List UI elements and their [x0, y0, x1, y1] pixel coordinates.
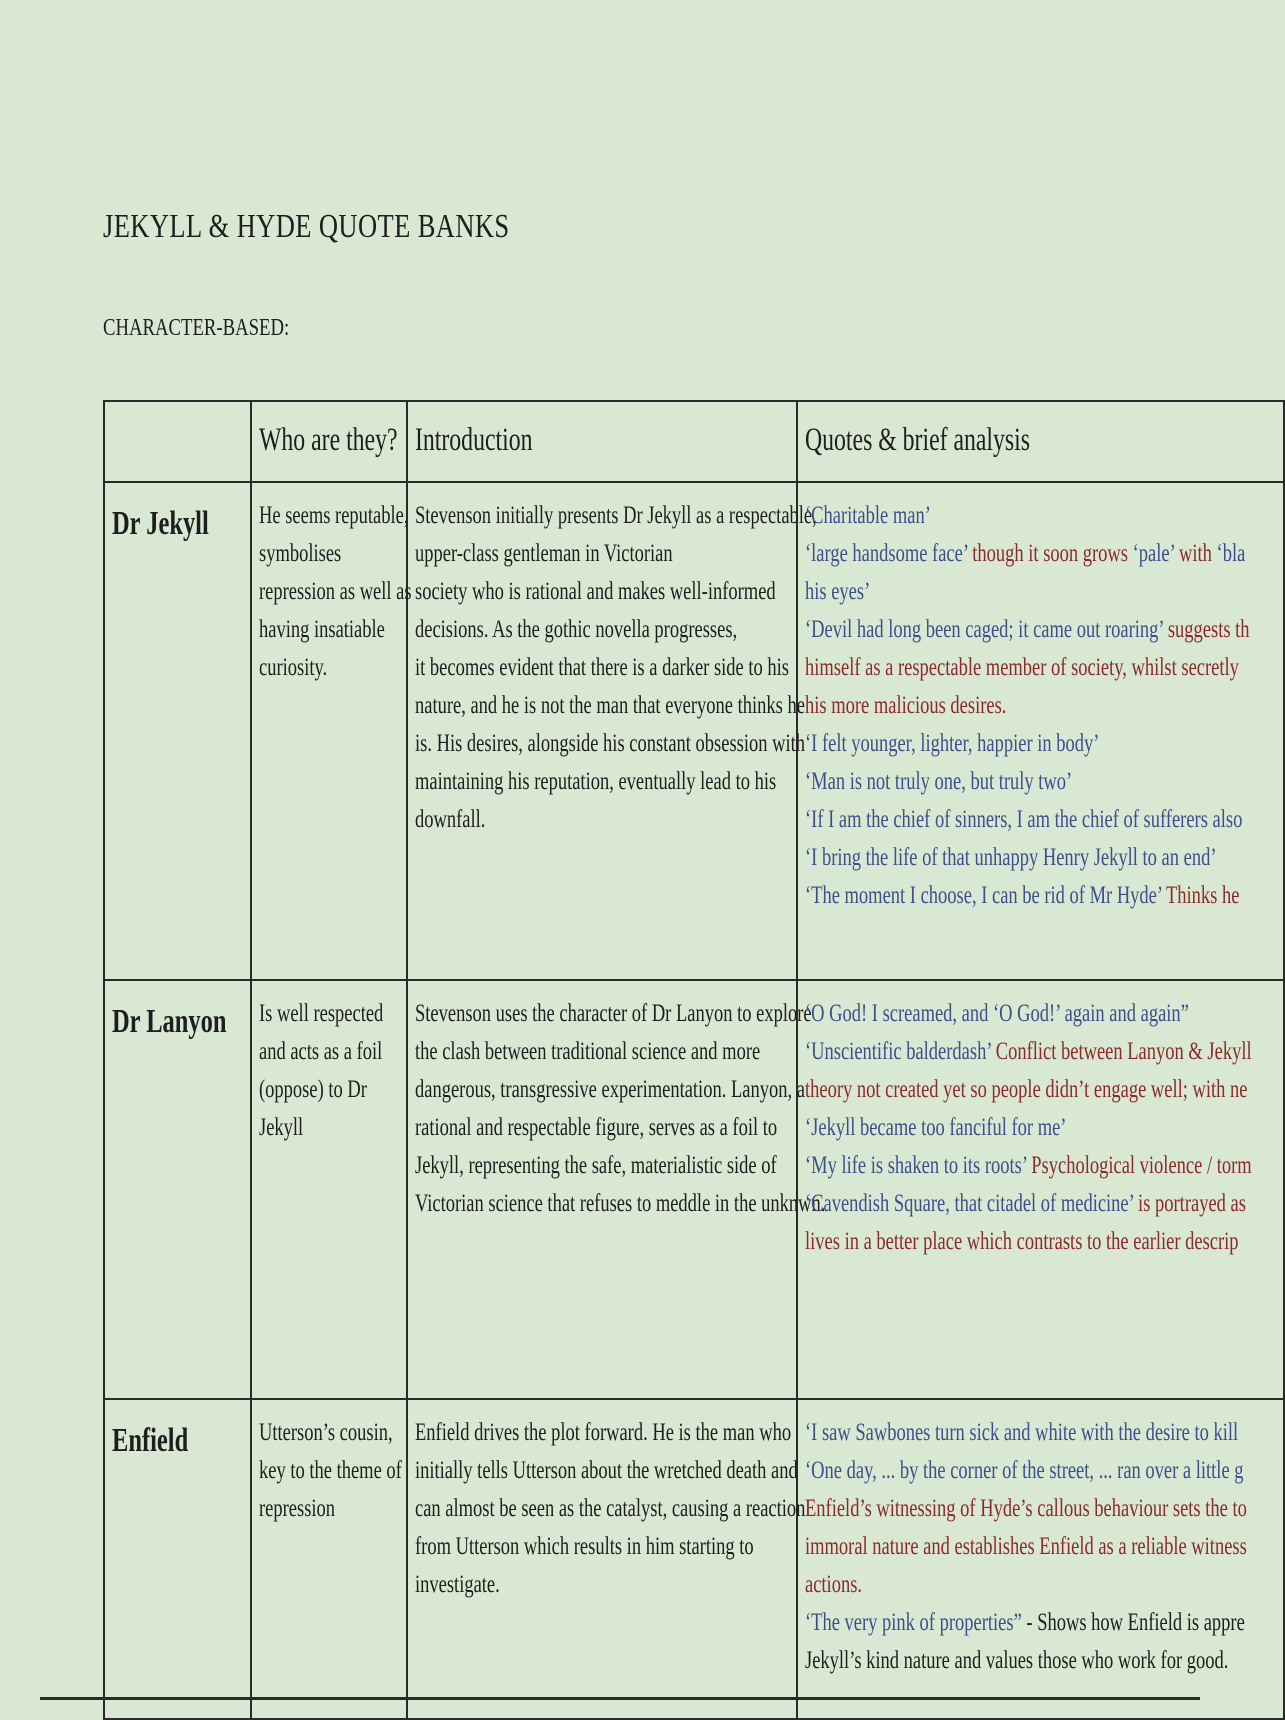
analysis-text: theory not created yet so people didn’t engage well; with ne: [805, 1076, 1248, 1103]
introduction-text-line: is. His desires, alongside his constant obsession with: [415, 730, 806, 757]
quote-line: [805, 877, 1240, 915]
quote-line: [805, 1528, 1247, 1566]
header-name-column: [104, 401, 251, 482]
analysis-text: his more malicious desires.: [805, 692, 1007, 719]
quote-text: ‘I felt younger, lighter, happier in body’: [805, 730, 1100, 757]
table-row: [104, 482, 1284, 980]
document-title: JEKYLL & HYDE QUOTE BANKS: [103, 208, 510, 245]
who-text-line: Is well respected: [259, 1000, 384, 1027]
quote-text: ‘Unscientific balderdash’: [805, 1038, 992, 1065]
introduction-text-line: society who is rational and makes well-informed: [415, 578, 776, 605]
introduction-text-line: rational and respectable figure, serves as a foil to: [415, 1114, 778, 1141]
quote-text: ‘The very pink of properties”: [805, 1609, 1022, 1636]
quote-line: [805, 497, 1154, 535]
analysis-text: immoral nature and establishes Enfield as a reliable witness: [805, 1533, 1247, 1560]
quote-line: [805, 1452, 1244, 1490]
introduction-text-line: investigate.: [415, 1571, 500, 1598]
header-introduction: Introduction: [407, 401, 797, 482]
quote-text: ‘Charitable man’: [805, 502, 931, 529]
who-text-line: having insatiable: [259, 616, 385, 643]
header-quotes-analysis: Quotes & brief analysis: [797, 401, 1284, 482]
who-are-they-cell: [251, 482, 412, 980]
page-bottom-rule: [40, 1697, 1200, 1700]
quote-line: [805, 725, 1154, 763]
introduction-text-line: the clash between traditional science and more: [415, 1038, 761, 1065]
analysis-text: Conflict between Lanyon & Jekyll: [991, 1038, 1252, 1065]
introduction-cell: [407, 482, 817, 980]
quote-line: [805, 1109, 1154, 1147]
who-text-line: repression: [259, 1495, 336, 1522]
analysis-text: Enfield’s witnessing of Hyde’s callous behaviour sets the to: [805, 1495, 1247, 1522]
quote-line: [805, 1033, 1252, 1071]
analysis-text: is portrayed as: [1133, 1190, 1246, 1217]
quote-text: ‘Devil had long been caged; it came out roaring’: [805, 616, 1164, 643]
quote-line: [805, 839, 1217, 877]
who-text-line: (oppose) to Dr: [259, 1076, 367, 1103]
quote-text: ‘I saw Sawbones turn sick and white with the desire to kill: [805, 1419, 1239, 1446]
quote-text: ‘If I am the chief of sinners, I am the chief of sufferers also: [805, 806, 1243, 833]
introduction-cell: [407, 1399, 806, 1719]
quote-line: [805, 1566, 1154, 1604]
quote-line: [805, 995, 1189, 1033]
quote-bank-table-container: [103, 400, 1252, 1700]
quote-line: [805, 611, 1250, 649]
quote-line: [805, 687, 1154, 725]
introduction-text-line: Jekyll, representing the safe, materialistic side of: [415, 1152, 777, 1179]
section-label: CHARACTER-BASED:: [103, 315, 290, 341]
introduction-text-line: from Utterson which results in him starting to: [415, 1533, 754, 1560]
introduction-text-line: downfall.: [415, 806, 486, 833]
who-text-line: repression as well as: [259, 578, 412, 605]
who-text-line: He seems reputable,: [259, 502, 409, 529]
analysis-text: Jekyll’s kind nature and values those who work for good.: [805, 1647, 1229, 1674]
quote-line: [805, 1490, 1247, 1528]
quote-text: ‘pale’: [1132, 540, 1175, 567]
quote-text: ‘Cavendish Square, that citadel of medicine’: [805, 1190, 1134, 1217]
introduction-text-line: upper-class gentleman in Victorian: [415, 540, 673, 567]
header-who-are-they: Who are they?: [251, 401, 407, 482]
analysis-text: - Shows how Enfield is appre: [1021, 1609, 1245, 1636]
analysis-text: himself as a respectable member of society, whilst secretly: [805, 654, 1239, 681]
quote-line: [805, 1642, 1229, 1680]
introduction-cell: [407, 980, 826, 1399]
quote-line: [805, 573, 1154, 611]
analysis-text: with: [1174, 540, 1217, 567]
who-are-they-cell: [251, 980, 407, 1399]
analysis-text: suggests th: [1163, 616, 1250, 643]
quotes-analysis-cell: [797, 980, 1284, 1399]
character-name: Dr Jekyll: [112, 505, 209, 542]
quote-text: ‘Jekyll became too fanciful for me’: [805, 1114, 1067, 1141]
table-row: [104, 1399, 1284, 1719]
quote-line: [805, 1071, 1248, 1109]
quote-line: [805, 1414, 1239, 1452]
character-name-cell: [104, 980, 251, 1399]
quote-text: ‘One day, ... by the corner of the street, ... ran over a little g: [805, 1457, 1244, 1484]
quote-text: ‘large handsome face’: [805, 540, 968, 567]
introduction-text-line: nature, and he is not the man that everyone thinks he: [415, 692, 805, 719]
character-name-cell: [104, 1399, 251, 1719]
quote-text: his eyes’: [805, 578, 871, 605]
quote-bank-table: [103, 400, 1285, 1720]
quote-line: [805, 535, 1246, 573]
analysis-text: actions.: [805, 1571, 863, 1598]
table-row: [104, 980, 1284, 1399]
who-are-they-cell: [251, 1399, 407, 1719]
introduction-text-line: dangerous, transgressive experimentation. Lanyon, a: [415, 1076, 805, 1103]
quote-text: ‘My life is shaken to its roots’: [805, 1152, 1027, 1179]
quote-line: [805, 801, 1243, 839]
who-text-line: key to the theme of: [259, 1457, 402, 1484]
introduction-text-line: Stevenson initially presents Dr Jekyll as a respectable,: [415, 502, 817, 529]
introduction-text-line: it becomes evident that there is a darker side to his: [415, 654, 790, 681]
quote-text: ‘I bring the life of that unhappy Henry Jekyll to an end’: [805, 844, 1217, 871]
introduction-text-line: maintaining his reputation, eventually lead to his: [415, 768, 777, 795]
who-text-line: Jekyll: [259, 1114, 304, 1141]
who-text-line: and acts as a foil: [259, 1038, 383, 1065]
quote-line: [805, 1185, 1246, 1223]
character-name: Dr Lanyon: [112, 1003, 227, 1040]
analysis-text: Thinks he: [1161, 882, 1240, 909]
who-text-line: curiosity.: [259, 654, 328, 681]
introduction-text-line: Enfield drives the plot forward. He is the man who: [415, 1419, 792, 1446]
quote-text: ‘O God! I screamed, and ‘O God!’ again and again”: [805, 1000, 1189, 1027]
analysis-text: though it soon grows: [967, 540, 1133, 567]
analysis-text: Psychological violence / torm: [1026, 1152, 1252, 1179]
introduction-text-line: decisions. As the gothic novella progresses,: [415, 616, 738, 643]
introduction-text-line: initially tells Utterson about the wretched death and: [415, 1457, 798, 1484]
introduction-text-line: can almost be seen as the catalyst, causing a reaction: [415, 1495, 806, 1522]
quote-text: ‘Man is not truly one, but truly two’: [805, 768, 1073, 795]
quote-line: [805, 1223, 1239, 1261]
quotes-analysis-cell: [797, 1399, 1284, 1719]
quote-text: ‘The moment I choose, I can be rid of Mr Hyde’: [805, 882, 1162, 909]
quote-text: ‘bla: [1216, 540, 1246, 567]
introduction-text-line: Stevenson uses the character of Dr Lanyon to explore: [415, 1000, 812, 1027]
quote-line: [805, 763, 1154, 801]
analysis-text: lives in a better place which contrasts to the earlier descrip: [805, 1228, 1239, 1255]
quotes-analysis-cell: [797, 482, 1284, 980]
quote-line: [805, 649, 1239, 687]
character-name-cell: [104, 482, 251, 980]
table-header-row: [104, 401, 1284, 482]
quote-line: [805, 1604, 1245, 1642]
who-text-line: Utterson’s cousin,: [259, 1419, 393, 1446]
character-name: Enfield: [112, 1422, 189, 1459]
introduction-text-line: Victorian science that refuses to meddle in the unknwn.: [415, 1190, 826, 1217]
quote-line: [805, 1147, 1252, 1185]
who-text-line: symbolises: [259, 540, 342, 567]
